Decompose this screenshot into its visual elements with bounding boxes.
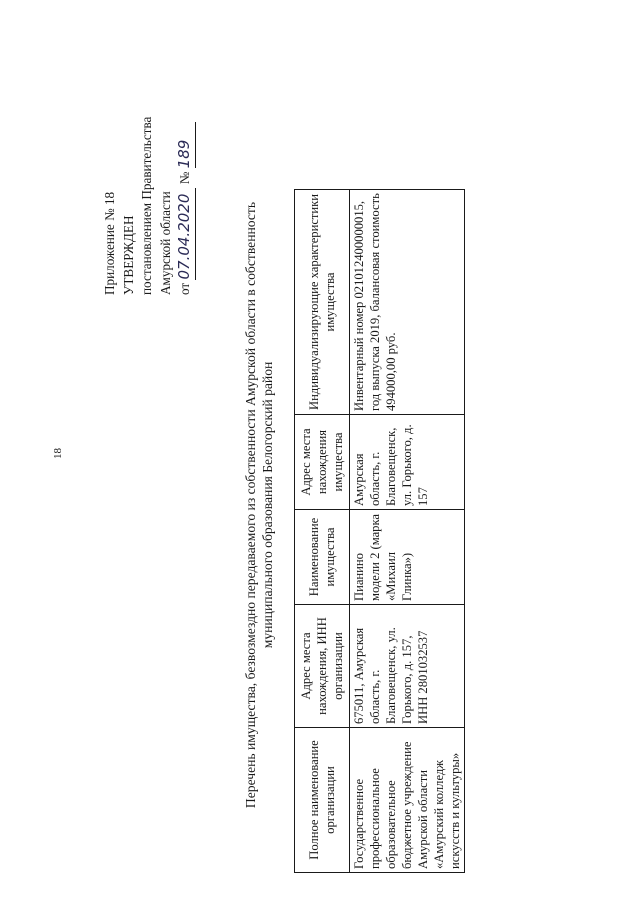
approval-date-line xyxy=(175,35,196,295)
property-table xyxy=(294,189,465,873)
column-header: Адрес места нахождения имущества xyxy=(295,415,350,510)
number-label: № xyxy=(177,171,192,185)
page-number: 18 xyxy=(52,448,64,459)
handwritten-number: 189 xyxy=(175,139,193,169)
handwritten-date: 07.04.2020 xyxy=(175,193,193,280)
table-cell: Пианино модели 2 (марка «Михаил Глинка») xyxy=(350,510,465,605)
column-header: Наименование имущества xyxy=(295,510,350,605)
approval-line: Приложение № 18 xyxy=(102,191,117,295)
title-line: Перечень имущества, безвозмездно передаваемого из собственности Амурской области в собственность xyxy=(243,201,258,809)
from-label: от xyxy=(177,282,192,295)
approval-stamp xyxy=(101,35,196,295)
table-header-row xyxy=(295,190,350,873)
column-header: Индивидуализирующие характеристики имущества xyxy=(295,190,350,415)
table-row xyxy=(350,190,465,873)
approval-line: Амурской области xyxy=(157,191,173,295)
column-header: Адрес места нахождения, ИНН организации xyxy=(295,605,350,728)
table-cell: Амурская область, г. Благовещенск, ул. Горького, д. 157 xyxy=(350,415,465,510)
document-title xyxy=(242,195,276,815)
column-header: Полное наименование организации xyxy=(295,728,350,873)
table-cell: Инвентарный номер 021012400000015, год выпуска 2019, балансовая стоимость 494000,00 руб. xyxy=(350,190,465,415)
approval-line: постановлением Правительства xyxy=(139,116,154,295)
date-field xyxy=(175,188,196,280)
table-cell: 675011, Амурская область, г. Благовещенск, ул. Горького, д. 157, ИНН 2801032537 xyxy=(350,605,465,728)
table-cell: Государственное профессиональное образовательное бюджетное учреждение Амурской области «Амурский колледж искусств и культуры» xyxy=(350,728,465,873)
title-line: муниципального образования Белогорский район xyxy=(260,361,275,649)
approval-line: УТВЕРЖДЕН xyxy=(120,215,136,295)
number-field xyxy=(175,122,196,168)
